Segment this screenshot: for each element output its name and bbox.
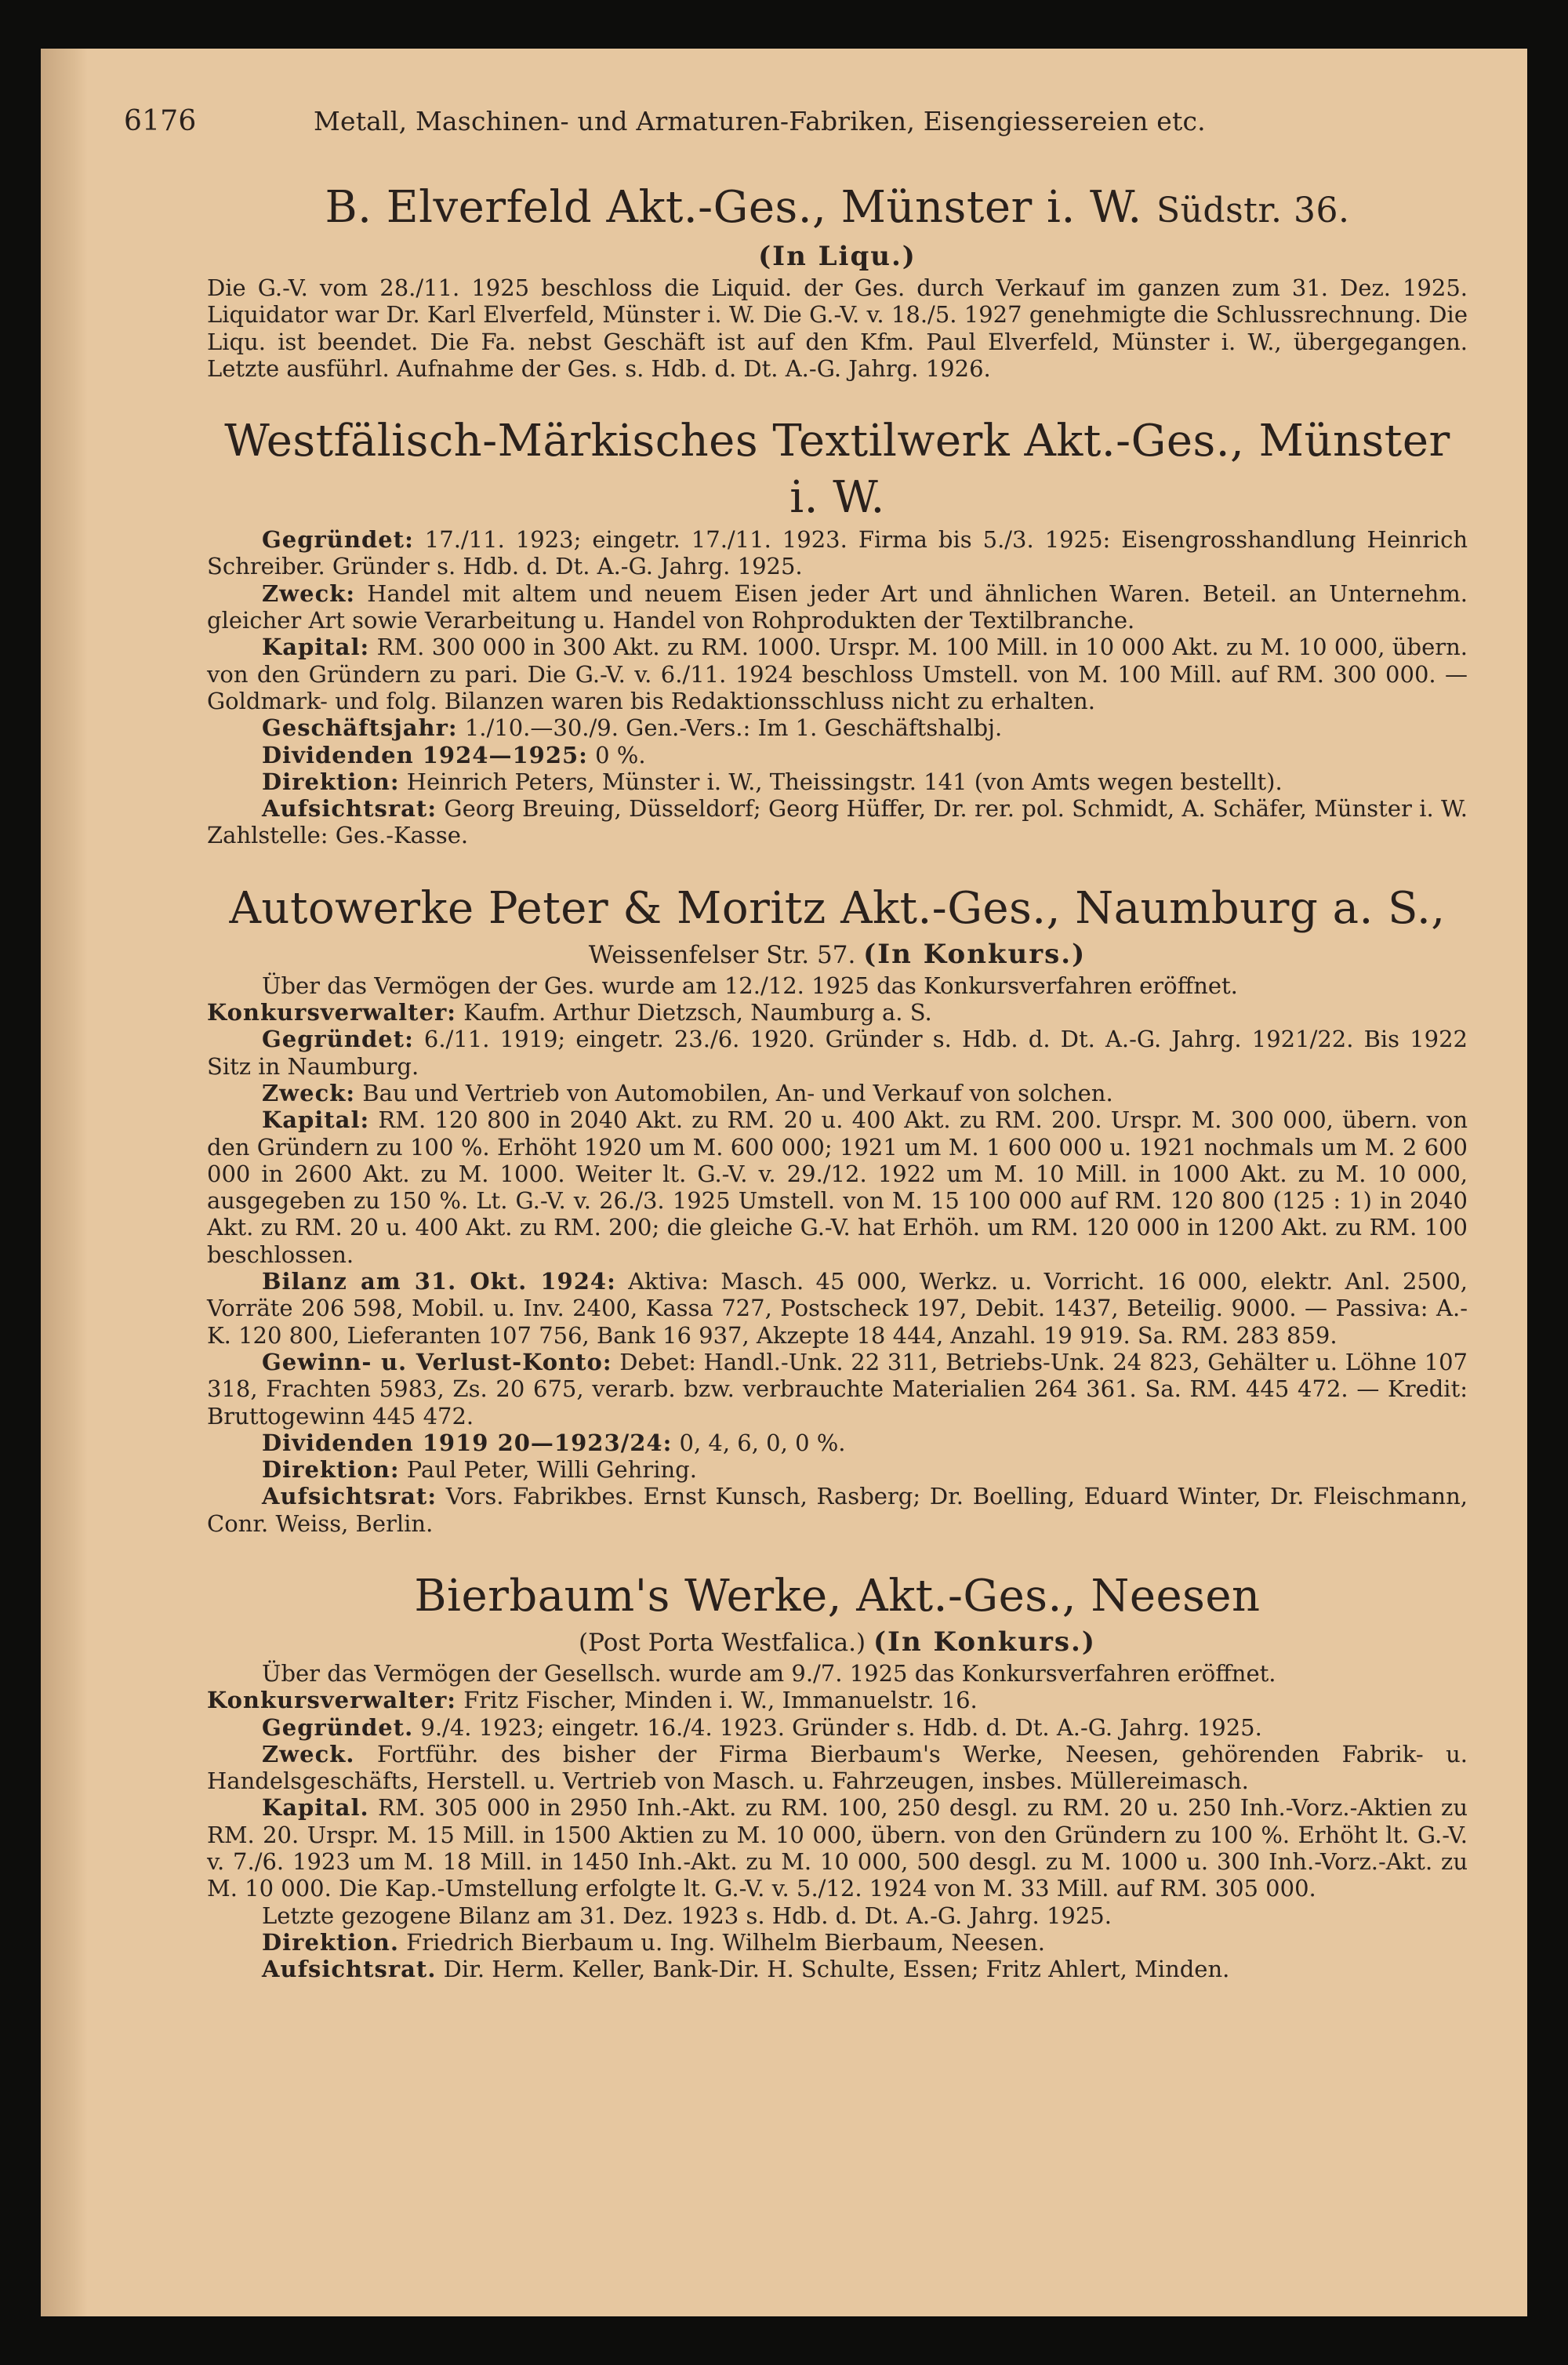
company-status: (In Konkurs.) [873, 1626, 1096, 1658]
company-heading [207, 881, 1468, 937]
entry-paragraph: Konkursverwalter: Fritz Fischer, Minden i. W., Immanuelstr. 16. [207, 1687, 978, 1714]
entry-paragraph: Kapital: RM. 300 000 in 300 Akt. zu RM. 1000. Urspr. M. 100 Mill. in 10 000 Akt. zu M. 10 000, übern. von den Gründern zu pari. Die G.-V. v. 6./11. 1924 beschloss Umstell. von M. 100 Mill. auf RM. 300 000. — Goldmark- und folg. Bilanzen waren bis Redaktionsschluss nicht zu erhalten. [207, 634, 1468, 714]
entry-paragraph: Gewinn- u. Verlust-Konto: Debet: Handl.-Unk. 22 311, Betriebs-Unk. 24 823, Gehälter u. Löhne 107 318, Frachten 5983, Zs. 20 675, verarb. bzw. verbrauchte Materialien 264 361. Sa. RM. 445 472. — Kredit: Bruttogewinn 445 472. [207, 1348, 1468, 1430]
entry-paragraph: Geschäftsjahr: 1./10.—30./9. Gen.-Vers.: Im 1. Geschäftshalbj. [262, 714, 1003, 742]
company-heading [207, 1568, 1468, 1625]
entry-paragraph: Direktion: Heinrich Peters, Münster i. W., Theissingstr. 141 (von Amts wegen bestellt). [262, 768, 1283, 795]
company-heading [207, 180, 1468, 239]
entry-paragraph: Gegründet. 9./4. 1923; eingetr. 16./4. 1923. Gründer s. Hdb. d. Dt. A.-G. Jahrg. 1925. [262, 1713, 1262, 1741]
book-page [41, 49, 1527, 2316]
company-address: Weissenfelser Str. 57. [588, 940, 856, 969]
company-name: B. Elverfeld Akt.-Ges., Münster i. W. [325, 182, 1142, 233]
company-status-line [207, 239, 1468, 274]
entry-paragraph: Konkursverwalter: Kaufm. Arthur Dietzsch, Naumburg a. S. [207, 999, 932, 1026]
entry-paragraph: Über das Vermögen der Ges. wurde am 12./12. 1925 das Konkursverfahren eröffnet. [262, 972, 1238, 999]
entry-paragraph: Kapital. RM. 305 000 in 2950 Inh.-Akt. zu RM. 100, 250 desgl. zu RM. 20 u. 250 Inh.-Vorz.-Aktien zu RM. 20. Urspr. M. 15 Mill. in 1500 Aktien zu M. 10 000, übern. von den Gründern zu 100 %. Erhöht lt. G.-V. v. 7./6. 1923 um M. 18 Mill. in 1450 Inh.-Akt. zu M. 10 000, 500 desgl. zu M. 1000 u. 300 Inh.-Vorz.-Akt. zu M. 10 000. Die Kap.-Umstellung erfolgte lt. G.-V. v. 5./12. 1924 von M. 33 Mill. auf RM. 305 000. [207, 1794, 1468, 1902]
company-subline [207, 1625, 1468, 1660]
entry-paragraph: Bilanz am 31. Okt. 1924: Aktiva: Masch. 45 000, Werkz. u. Vorricht. 16 000, elektr. Anl. 2500, Vorräte 206 598, Mobil. u. Inv. 2400, Kassa 727, Postscheck 197, Debit. 1437, Beteilig. 9000. — Passiva: A.-K. 120 800, Lieferanten 107 756, Bank 16 937, Akzepte 18 444, Anzahl. 19 919. Sa. RM. 283 859. [207, 1268, 1468, 1349]
company-status: (In Konkurs.) [863, 938, 1087, 970]
company-heading [207, 413, 1468, 526]
entry-paragraph: Gegründet: 6./11. 1919; eingetr. 23./6. 1920. Gründer s. Hdb. d. Dt. A.-G. Jahrg. 1921/22. Bis 1922 Sitz in Naumburg. [207, 1026, 1468, 1080]
entry-paragraph: Direktion. Friedrich Bierbaum u. Ing. Wilhelm Bierbaum, Neesen. [262, 1928, 1045, 1956]
company-address: Südstr. 36. [1156, 191, 1350, 231]
company-name: Bierbaum's Werke, Akt.-Ges., Neesen [414, 1570, 1261, 1622]
entry-paragraph: Direktion: Paul Peter, Willi Gehring. [262, 1456, 697, 1484]
page-gutter [41, 49, 88, 2316]
entry-paragraph: Dividenden 1924—1925: 0 %. [262, 741, 646, 768]
running-title: Metall, Maschinen- und Armaturen-Fabriken, Eisengiessereien etc. [314, 106, 1206, 136]
page-number: 6176 [124, 105, 197, 137]
running-head [124, 105, 1468, 137]
entry-paragraph: Gegründet: 17./11. 1923; eingetr. 17./11. 1923. Firma bis 5./3. 1925: Eisengrosshandlung Heinrich Schreiber. Gründer s. Hdb. d. Dt. A.-G. Jahrg. 1925. [207, 526, 1468, 580]
entry-paragraph: Aufsichtsrat: Georg Breuing, Düsseldorf; Georg Hüffer, Dr. rer. pol. Schmidt, A. Schäfer, Münster i. W. Zahlstelle: Ges.-Kasse. [207, 795, 1468, 849]
entry-paragraph: Letzte gezogene Bilanz am 31. Dez. 1923 s. Hdb. d. Dt. A.-G. Jahrg. 1925. [262, 1902, 1112, 1929]
entry-paragraph: Die G.-V. vom 28./11. 1925 beschloss die Liquid. der Ges. durch Verkauf im ganzen zum 31. Dez. 1925. Liquidator war Dr. Karl Elverfeld, Münster i. W. Die G.-V. v. 18./5. 1927 genehmigte die Schlussrechnung. Die Liqu. ist beendet. Die Fa. nebst Geschäft ist auf den Kfm. Paul Elverfeld, Münster i. W., übergegangen. Letzte ausführl. Aufnahme der Ges. s. Hdb. d. Dt. A.-G. Jahrg. 1926. [207, 274, 1468, 382]
company-address: (Post Porta Westfalica.) [579, 1628, 866, 1657]
entry-paragraph: Aufsichtsrat: Vors. Fabrikbes. Ernst Kunsch, Rasberg; Dr. Boelling, Eduard Winter, Dr. Fleischmann, Conr. Weiss, Berlin. [207, 1483, 1468, 1537]
entry-paragraph: Über das Vermögen der Gesellsch. wurde am 9./7. 1925 das Konkursverfahren eröffnet. [262, 1659, 1276, 1687]
company-entry [207, 1568, 1468, 1983]
company-entry [207, 180, 1468, 382]
entry-paragraph: Dividenden 1919 20—1923/24: 0, 4, 6, 0, 0 %. [262, 1429, 846, 1456]
entry-paragraph: Kapital: RM. 120 800 in 2040 Akt. zu RM. 20 u. 400 Akt. zu RM. 200. Urspr. M. 300 000, übern. von den Gründern zu 100 %. Erhöht 1920 um M. 600 000; 1921 um M. 1 600 000 u. 1921 nochmals um M. 2 600 000 in 2600 Akt. zu M. 1000. Weiter lt. G.-V. v. 29./12. 1922 um M. 10 Mill. in 1000 Akt. zu M. 10 000, ausgegeben zu 150 %. Lt. G.-V. v. 26./3. 1925 Umstell. von M. 15 100 000 auf RM. 120 800 (125 : 1) in 2040 Akt. zu RM. 20 u. 400 Akt. zu RM. 200; die gleiche G.-V. hat Erhöh. um RM. 120 000 in 1200 Akt. zu RM. 100 beschlossen. [207, 1106, 1468, 1268]
entry-paragraph: Aufsichtsrat. Dir. Herm. Keller, Bank-Dir. H. Schulte, Essen; Fritz Ahlert, Minden. [262, 1956, 1230, 1983]
entry-paragraph: Zweck: Bau und Vertrieb von Automobilen, An- und Verkauf von solchen. [262, 1079, 1113, 1106]
company-entry [207, 881, 1468, 1537]
entry-paragraph: Zweck. Fortführ. des bisher der Firma Bierbaum's Werke, Neesen, gehörenden Fabrik- u. Handelsgeschäfts, Herstell. u. Vertrieb von Masch. u. Fahrzeugen, insbes. Müllereimasch. [207, 1740, 1468, 1795]
company-subline [207, 937, 1468, 972]
entry-paragraph: Zweck: Handel mit altem und neuem Eisen jeder Art und ähnlichen Waren. Beteil. an Unternehm. gleicher Art sowie Verarbeitung u. Handel von Rohprodukten der Textilbranche. [207, 579, 1468, 634]
company-status: (In Liqu.) [758, 241, 916, 272]
company-name: Autowerke Peter & Moritz Akt.-Ges., Naumburg a. S., [229, 882, 1446, 934]
company-entry [207, 413, 1468, 849]
company-name: Westfälisch-Märkisches Textilwerk Akt.-Ges., Münster i. W. [224, 416, 1450, 524]
